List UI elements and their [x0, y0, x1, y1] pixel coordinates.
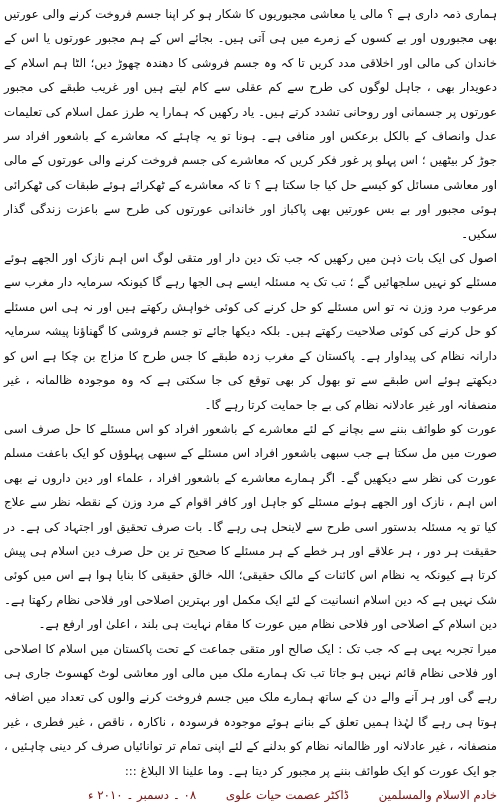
- paragraph-1: ہماری ذمہ داری ہے ؟ مالی یا معاشی مجبوریوں کا شکار ہو کر اپنا جسم فروخت کرنے والی عورتیں بھی مجبوروں اور بے کسوں کے زمرے میں ہی آتی ہیں۔ بجائے اس کے ہم مجبور عورتوں یا اس کے خاندان کی مالی اور اخلاقی مدد کریں تا کہ وہ جسم فروشی کا دھندہ چھوڑ دیں؛ الٹا ہم اسلام کے دعویدار بھی ، جاہل لوگوں کی طرح سے کم عقلی سے کام لیتے ہیں اور غریب طبقے کی مجبور عورتوں پر جسمانی اور روحانی تشدد کرتے ہیں۔ یاد رکھیں کہ ہمارا یہ طرز عمل اسلام کی تعلیمات عدل وانصاف کے بالکل برعکس اور منافی ہے۔ ہونا تو یہ چاہئے کہ معاشرے کے باشعور افراد سر جوڑ کر بیٹھیں ؛ اس پہلو پر غور فکر کریں کہ معاشرے کی جسم فروخت کرنے والی عورتوں کے مالی اور معاشی مسائل کو کیسے حل کیا جا سکتا ہے ؟ تا کہ معاشرے کے ٹھکرائے ہوئے طبقات کی ٹھکرائی ہوئی مجبور اور بے بس عورتیں بھی پاکباز اور خاندانی عورتوں کی طرح سے باعزت زندگی گذار سکیں۔: [4, 7, 497, 241]
- article-body: [4, 2, 497, 783]
- signature-author: ڈاکٹر عصمت حیات علوی: [225, 788, 349, 802]
- paragraph-4: میرا تجربہ یہی ہے کہ جب تک : ایک صالح اور متقی جماعت کے تحت پاکستان میں اسلام کا اصلاحی اور فلاحی نظام قائم نہیں ہو جاتا تب تک ہمارے ملک میں مالی اور معاشی لوٹ کھسوٹ جاری ہی رہے گی اور ہر آنے والے دن کے ساتھ ہمارے ملک میں جسم فروخت کرنے والوں کی تعداد میں اضافہ ہوتا ہی رہے گا لہٰذا ہمیں تعلق کے بنانے ہوئے موجودہ فرسودہ ، ناکارہ ، ناقص ، غیر فطری ، غیر منصفانہ ، غیر عادلانہ اور ظالمانہ نظام کو بدلنے کے لئے اپنی تمام تر توانائیاں صرف کر دینی چاہئیں ، جو ایک عورت کو ایک طوائف بننے پر مجبور کر دیتا ہے۔ وما علینا الا البلاغ :::: [4, 641, 497, 778]
- paragraph-2: اصول کی ایک بات ذہن میں رکھیں کہ جب تک دین دار اور متقی لوگ اس اہم نازک اور الجھے ہوئے مسئلے کو نہیں سلجھائیں گے ؛ تب تک یہ مسئلہ ایسے ہی الجھا رہے گا کیونکہ سرمایہ دار مغرب سے مرعوب مرد وزن نہ تو اس مسئلے کو حل کرنے کی کوئی خواہش رکھتے ہیں اور نہ ہی اس مسئلے کو حل کرنے کی کوئی صلاحیت رکھتے ہیں۔ بلکہ دیکھا جائے تو جسم فروشی کا گھناؤنا پیشہ سرمایہ دارانہ نظام کی پیداوار ہے۔ پاکستان کے مغرب زدہ طبقے کا جس طرح کا مزاج بن چکا ہے اس کو دیکھتے ہوئے اس طبقے سے تو بھول کر بھی توقع کی جا سکتی ہے کہ وہ موجودہ ظالمانہ ، غیر منصفانہ اور غیر عادلانہ نظام کی بے جا حمایت کرتا رہے گا۔: [4, 251, 497, 412]
- signature-servant: خادم الاسلام والمسلمین: [378, 788, 497, 802]
- signature-date: ۰۸ ۔ دسمبر ۔ ۲۰۱۰ ء: [87, 788, 197, 802]
- signature-line: [4, 783, 497, 807]
- paragraph-3: عورت کو طوائف بننے سے بچانے کے لئے معاشرے کے باشعور افراد کو اس مسئلے کا حل صرف اسی صورت میں مل سکتا ہے جب سبھی باشعور افراد اس مسئلے کے سبھی پہلوؤں کو ایک باعفت مسلم عورت کی نظر سے دیکھیں گے۔ اگر ہمارے معاشرے کے باشعور افراد ، علماء اور دین داروں نے بھی اس اہم ، نازک اور الجھے ہوئے مسئلے کو جاہل اور کافر اقوام کے مرد وزن کے نقطہ نظر سے علاج کیا تو یہ مسئلہ بدستور اسی طرح سے لاینحل ہی رہے گا۔ بات صرف تحقیق اور اجتہاد کی ہے۔ در حقیقت ہر دور ، ہر علاقے اور ہر خطے کے ہر مسئلے کا صحیح تر ین حل صرف دین اسلام ہی پیش کرتا ہے کیونکہ یہ نظام اس کائنات کے مالک حقیقی؛ اللہ خالق حقیقی کا بنایا ہوا ہے اس میں کوئی شک نہیں ہے کہ دین اسلام انسانیت کے لئے ایک مکمل اور بہترین اصلاحی اور فلاحی نظام رکھتا ہے۔ دین اسلام کے اصلاحی اور فلاحی نظام میں عورت کا مقام نہایت ہی بلند ، اعلیٰ اور ارفع ہے۔: [4, 421, 497, 632]
